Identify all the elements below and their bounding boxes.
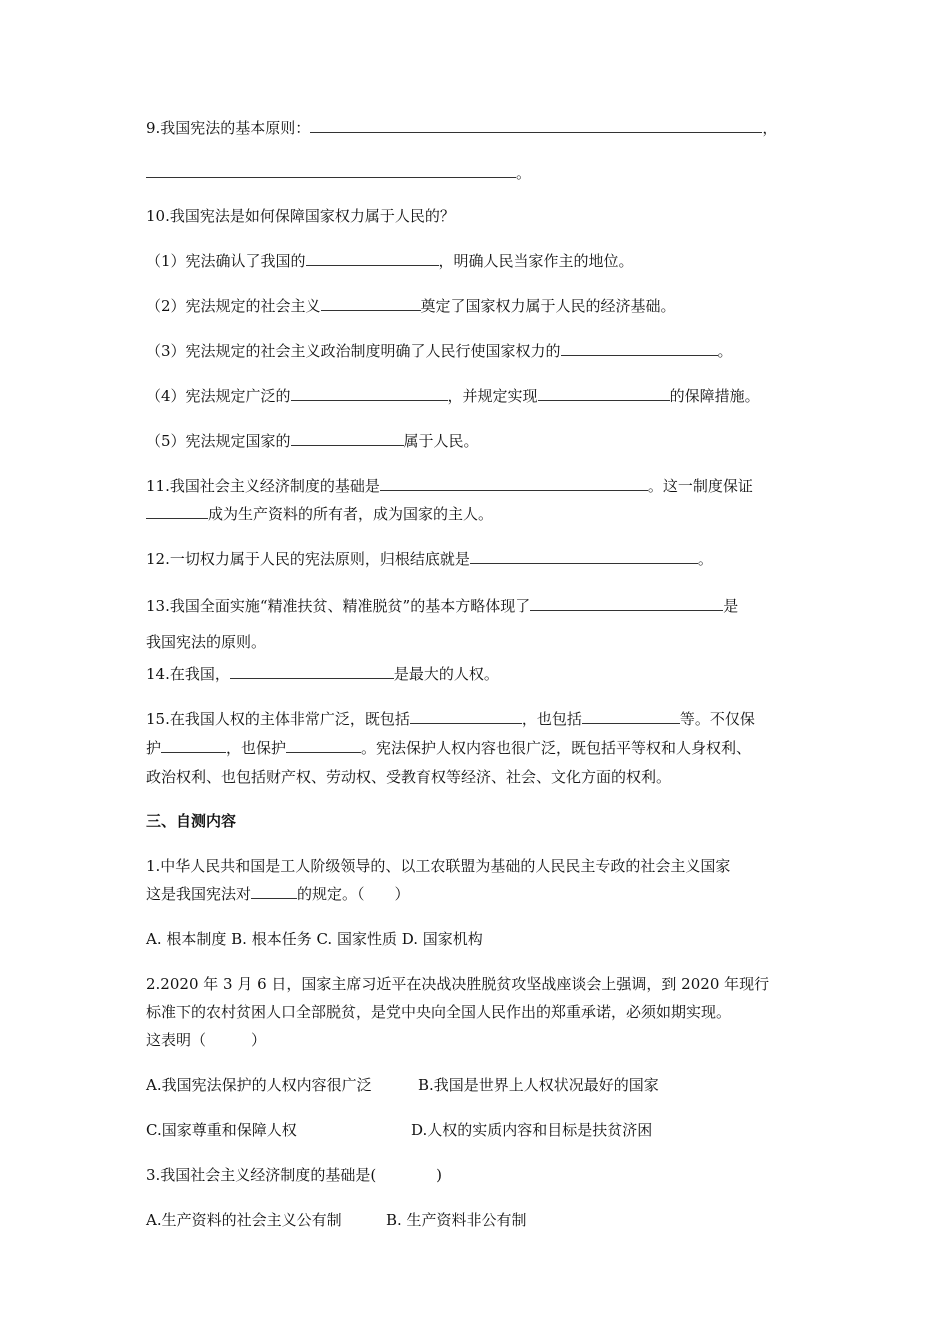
s1-line2: 这是我国宪法对 的规定。（ ） [146, 885, 410, 903]
q14-blank[interactable] [230, 664, 394, 679]
q11-blank-2[interactable] [146, 504, 208, 519]
q9-label: 9.我国宪法的基本原则： [146, 119, 311, 137]
q10-item-1: （1）宪法确认了我国的 ，明确人民当家作主的地位。 [146, 252, 634, 270]
s2-line1: 2.2020 年 3 月 6 日，国家主席习近平在决战决胜脱贫攻坚战座谈会上强调，到 2020 年现行 [146, 975, 770, 993]
q11-blank-1[interactable] [380, 476, 648, 491]
q10-title: 10.我国宪法是如何保障国家权力属于人民的？ [146, 207, 455, 225]
q9-line2: 。 [146, 163, 531, 183]
q10-blank-2[interactable] [321, 296, 421, 311]
q15-blank-4[interactable] [286, 738, 361, 753]
s2-option-c[interactable]: C.国家尊重和保障人权 [146, 1121, 297, 1139]
q13-line1: 13.我国全面实施“精准扶贫、精准脱贫”的基本方略体现了 是 [146, 597, 739, 615]
s3-option-b[interactable]: B. 生产资料非公有制 [386, 1211, 527, 1229]
s2-option-a[interactable]: A.我国宪法保护的人权内容很广泛 [146, 1076, 372, 1094]
s2-line2: 标准下的农村贫困人口全部脱贫，是党中央向全国人民作出的郑重承诺，必须如期实现。 [146, 1003, 732, 1021]
q13-blank[interactable] [530, 596, 723, 611]
q10-blank-6[interactable] [291, 431, 404, 446]
s2-option-d[interactable]: D.人权的实质内容和目标是扶贫济困 [411, 1121, 653, 1139]
s2-line3: 这表明（ ） [146, 1031, 267, 1049]
q10-item-2: （2）宪法规定的社会主义 奠定了国家权力属于人民的经济基础。 [146, 297, 676, 315]
s2-option-b[interactable]: B.我国是世界上人权状况最好的国家 [418, 1076, 659, 1094]
q10-item-4: （4）宪法规定广泛的 ，并规定实现 的保障措施。 [146, 387, 760, 405]
q10-blank-5[interactable] [538, 386, 670, 401]
q12-line: 12.一切权力属于人民的宪法原则，归根结底就是 。 [146, 550, 713, 568]
q10-blank-3[interactable] [561, 341, 718, 356]
q14-line: 14.在我国， 是最大的人权。 [146, 665, 499, 683]
q11-line1: 11.我国社会主义经济制度的基础是 。这一制度保证 [146, 477, 753, 495]
s1-line1: 1.中华人民共和国是工人阶级领导的、以工农联盟为基础的人民民主专政的社会主义国家 [146, 857, 731, 875]
s1-blank[interactable] [251, 884, 297, 899]
q10-item-3: （3）宪法规定的社会主义政治制度明确了人民行使国家权力的 。 [146, 342, 733, 360]
section-heading: 三、自测内容 [146, 812, 237, 830]
q15-line1: 15.在我国人权的主体非常广泛，既包括 ，也包括 等。不仅保 [146, 710, 755, 728]
s1-options: A. 根本制度 B. 根本任务 C. 国家性质 D. 国家机构 [146, 930, 483, 948]
q9-blank-2[interactable] [146, 163, 516, 178]
s3-option-a[interactable]: A.生产资料的社会主义公有制 [146, 1211, 342, 1229]
q12-blank[interactable] [470, 549, 698, 564]
q15-blank-2[interactable] [582, 709, 680, 724]
s3-line1: 3.我国社会主义经济制度的基础是( ) [146, 1166, 443, 1184]
q11-line2: 成为生产资料的所有者，成为国家的主人。 [146, 504, 493, 524]
q15-line3: 政治权利、也包括财产权、劳动权、受教育权等经济、社会、文化方面的权利。 [146, 768, 672, 786]
q10-blank-1[interactable] [306, 251, 439, 266]
q10-item-5: （5）宪法规定国家的 属于人民。 [146, 432, 479, 450]
q9-blank-1[interactable] [310, 118, 762, 133]
q15-blank-3[interactable] [161, 738, 226, 753]
q15-blank-1[interactable] [410, 709, 522, 724]
q10-blank-4[interactable] [291, 386, 448, 401]
q15-line2: 护 ，也保护 。宪法保护人权内容也很广泛，既包括平等权和人身权利、 [146, 739, 752, 757]
q9-line1: 9.我国宪法的基本原则： ， [146, 119, 778, 137]
q13-line2: 我国宪法的原则。 [146, 633, 267, 651]
